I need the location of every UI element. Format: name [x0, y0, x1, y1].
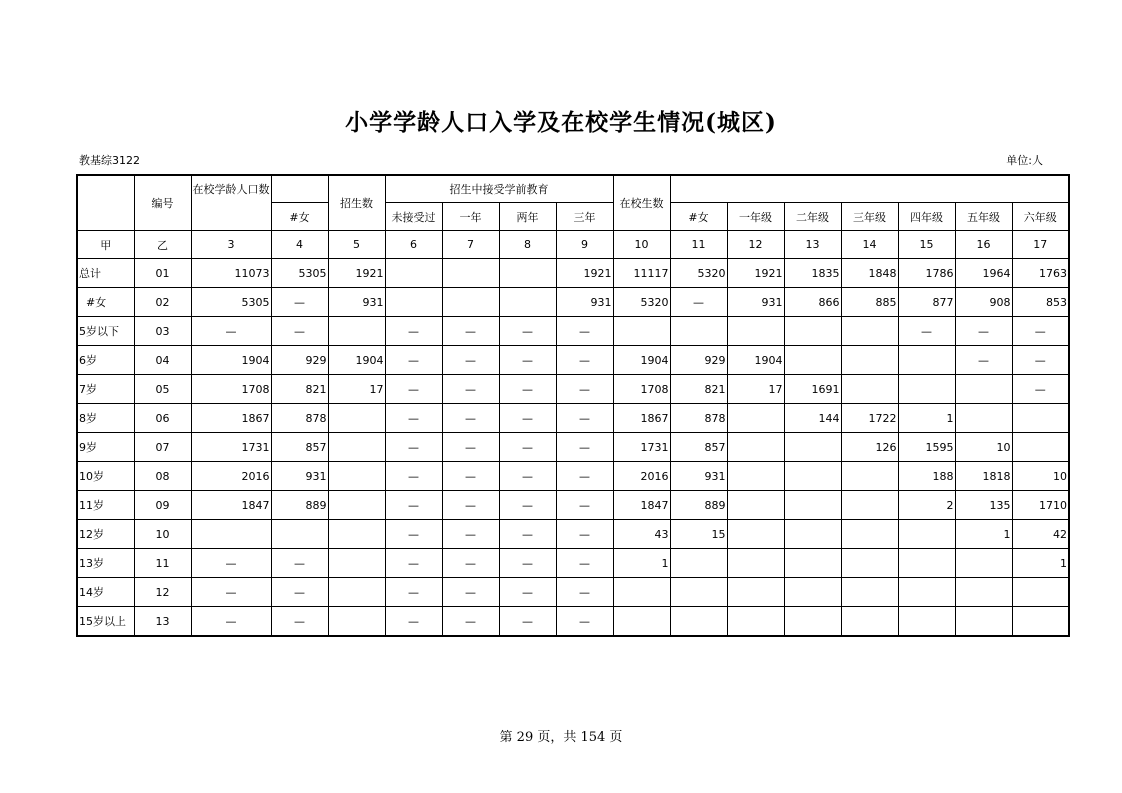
statistics-table: [76, 174, 1070, 637]
table-row: [77, 491, 1069, 520]
table-cell: [784, 520, 841, 549]
table-cell: [271, 520, 328, 549]
table-cell: —: [385, 491, 442, 520]
row-label: 11岁: [77, 491, 134, 520]
row-number: 11: [134, 549, 191, 578]
table-cell: 929: [271, 346, 328, 375]
table-cell: [955, 578, 1012, 607]
table-cell: —: [271, 317, 328, 346]
table-cell: [727, 549, 784, 578]
table-cell: [727, 462, 784, 491]
row-label: #女: [77, 288, 134, 317]
header-corner-cell: [77, 175, 134, 231]
index-cell: 10: [613, 231, 670, 259]
table-cell: —: [499, 549, 556, 578]
row-label: 15岁以上: [77, 607, 134, 637]
table-cell: 5305: [191, 288, 271, 317]
index-cell: 14: [841, 231, 898, 259]
table-cell: 857: [271, 433, 328, 462]
row-number: 05: [134, 375, 191, 404]
table-cell: 1: [898, 404, 955, 433]
table-row: [77, 520, 1069, 549]
table-cell: 17: [727, 375, 784, 404]
header-two-years: 两年: [499, 203, 556, 231]
row-number: 07: [134, 433, 191, 462]
table-cell: [841, 578, 898, 607]
table-cell: —: [499, 346, 556, 375]
table-cell: 1867: [191, 404, 271, 433]
table-cell: —: [556, 433, 613, 462]
table-cell: [784, 578, 841, 607]
table-cell: 1904: [191, 346, 271, 375]
header-female-2: #女: [670, 203, 727, 231]
table-cell: —: [556, 317, 613, 346]
table-cell: 5305: [271, 259, 328, 288]
table-cell: 1731: [613, 433, 670, 462]
table-cell: [898, 520, 955, 549]
table-cell: 878: [271, 404, 328, 433]
table-cell: 931: [727, 288, 784, 317]
header-female-1: #女: [271, 203, 328, 231]
header-preschool-group: 招生中接受学前教育: [385, 175, 613, 203]
table-cell: —: [191, 317, 271, 346]
page-footer: 第 29 页，共 154 页: [499, 730, 623, 745]
table-cell: 1847: [191, 491, 271, 520]
table-row: [77, 288, 1069, 317]
table-cell: 1708: [191, 375, 271, 404]
index-cell: 13: [784, 231, 841, 259]
table-cell: —: [898, 317, 955, 346]
table-cell: [898, 578, 955, 607]
row-label: 10岁: [77, 462, 134, 491]
table-cell: [328, 462, 385, 491]
table-cell: 11073: [191, 259, 271, 288]
table-row: [77, 433, 1069, 462]
table-cell: —: [499, 607, 556, 637]
table-cell: —: [442, 520, 499, 549]
table-cell: 15: [670, 520, 727, 549]
table-cell: [898, 375, 955, 404]
table-cell: [1012, 607, 1069, 637]
table-cell: 1691: [784, 375, 841, 404]
table-row: [77, 578, 1069, 607]
table-cell: [955, 549, 1012, 578]
table-cell: —: [442, 375, 499, 404]
table-cell: —: [1012, 375, 1069, 404]
header-grade-2: 二年级: [784, 203, 841, 231]
table-cell: —: [442, 607, 499, 637]
table-cell: 908: [955, 288, 1012, 317]
table-cell: 1710: [1012, 491, 1069, 520]
table-cell: 878: [670, 404, 727, 433]
table-cell: —: [556, 520, 613, 549]
table-cell: 1904: [328, 346, 385, 375]
index-cell: 8: [499, 231, 556, 259]
table-cell: [328, 317, 385, 346]
table-cell: —: [556, 404, 613, 433]
table-cell: —: [385, 317, 442, 346]
table-row: [77, 549, 1069, 578]
table-cell: —: [191, 607, 271, 637]
table-cell: [613, 607, 670, 637]
index-cell: 12: [727, 231, 784, 259]
table-cell: [727, 491, 784, 520]
table-cell: [784, 433, 841, 462]
table-cell: [898, 346, 955, 375]
index-row: [77, 231, 1069, 259]
table-cell: [670, 607, 727, 637]
table-cell: —: [385, 433, 442, 462]
header-row-1: [77, 175, 1069, 203]
table-cell: [727, 578, 784, 607]
table-cell: 821: [670, 375, 727, 404]
index-cell: 6: [385, 231, 442, 259]
header-grade-3: 三年级: [841, 203, 898, 231]
table-cell: —: [556, 549, 613, 578]
table-cell: 931: [670, 462, 727, 491]
table-cell: —: [442, 433, 499, 462]
header-grade-6: 六年级: [1012, 203, 1069, 231]
table-cell: —: [556, 462, 613, 491]
table-cell: —: [556, 375, 613, 404]
header-enrollment: 招生数: [328, 175, 385, 231]
header-grade-5: 五年级: [955, 203, 1012, 231]
table-cell: 10: [955, 433, 1012, 462]
header-grade-1: 一年级: [727, 203, 784, 231]
table-cell: —: [385, 375, 442, 404]
index-cell: 乙: [134, 231, 191, 259]
row-label: 9岁: [77, 433, 134, 462]
row-number: 04: [134, 346, 191, 375]
table-cell: [328, 491, 385, 520]
row-label: 13岁: [77, 549, 134, 578]
table-cell: [898, 549, 955, 578]
table-cell: 929: [670, 346, 727, 375]
table-cell: 857: [670, 433, 727, 462]
table-cell: [955, 607, 1012, 637]
table-cell: [841, 491, 898, 520]
table-cell: [328, 578, 385, 607]
table-cell: [442, 259, 499, 288]
table-cell: [784, 607, 841, 637]
index-cell: 11: [670, 231, 727, 259]
table-cell: 877: [898, 288, 955, 317]
row-label: 7岁: [77, 375, 134, 404]
table-cell: —: [385, 520, 442, 549]
table-cell: 5320: [670, 259, 727, 288]
table-cell: —: [271, 578, 328, 607]
table-cell: 931: [271, 462, 328, 491]
table-row: [77, 462, 1069, 491]
table-cell: 885: [841, 288, 898, 317]
table-cell: —: [271, 607, 328, 637]
table-cell: —: [556, 578, 613, 607]
row-number: 06: [134, 404, 191, 433]
table-cell: [784, 346, 841, 375]
table-cell: [841, 462, 898, 491]
table-cell: —: [499, 404, 556, 433]
row-number: 03: [134, 317, 191, 346]
table-cell: —: [556, 346, 613, 375]
header-empty-cell: [271, 175, 328, 203]
row-number: 13: [134, 607, 191, 637]
table-row: [77, 375, 1069, 404]
table-cell: 126: [841, 433, 898, 462]
table-cell: 1763: [1012, 259, 1069, 288]
table-cell: 2016: [613, 462, 670, 491]
table-cell: —: [499, 433, 556, 462]
table-cell: —: [499, 578, 556, 607]
header-one-year: 一年: [442, 203, 499, 231]
table-cell: 10: [1012, 462, 1069, 491]
row-label: 12岁: [77, 520, 134, 549]
table-cell: 821: [271, 375, 328, 404]
table-cell: [1012, 433, 1069, 462]
table-cell: [613, 317, 670, 346]
table-cell: 889: [271, 491, 328, 520]
page-title: 小学学龄人口入学及在校学生情况(城区): [345, 109, 777, 136]
table-cell: 1904: [727, 346, 784, 375]
table-cell: 2016: [191, 462, 271, 491]
table-cell: [841, 520, 898, 549]
table-cell: 1847: [613, 491, 670, 520]
table-cell: 17: [328, 375, 385, 404]
table-cell: [727, 404, 784, 433]
table-cell: [328, 520, 385, 549]
table-cell: 931: [328, 288, 385, 317]
table-cell: —: [442, 491, 499, 520]
row-number: 01: [134, 259, 191, 288]
table-row: [77, 404, 1069, 433]
table-cell: [955, 404, 1012, 433]
form-code: 教基综3122: [79, 154, 140, 167]
table-cell: —: [499, 375, 556, 404]
table-cell: —: [191, 549, 271, 578]
table-cell: 1818: [955, 462, 1012, 491]
index-cell: 3: [191, 231, 271, 259]
row-label: 总计: [77, 259, 134, 288]
table-cell: 135: [955, 491, 1012, 520]
row-number: 08: [134, 462, 191, 491]
index-cell: 甲: [77, 231, 134, 259]
table-cell: [841, 317, 898, 346]
table-cell: 1848: [841, 259, 898, 288]
row-number: 09: [134, 491, 191, 520]
row-number: 12: [134, 578, 191, 607]
table-cell: 1921: [727, 259, 784, 288]
unit-label: 单位:人: [1006, 154, 1043, 167]
table-cell: [328, 607, 385, 637]
table-row: [77, 317, 1069, 346]
table-cell: —: [271, 549, 328, 578]
table-cell: 1: [1012, 549, 1069, 578]
table-cell: —: [385, 346, 442, 375]
row-label: 14岁: [77, 578, 134, 607]
table-cell: —: [556, 607, 613, 637]
table-cell: 1921: [328, 259, 385, 288]
index-cell: 15: [898, 231, 955, 259]
index-cell: 4: [271, 231, 328, 259]
table-cell: 1722: [841, 404, 898, 433]
table-cell: [328, 404, 385, 433]
table-cell: [841, 607, 898, 637]
table-cell: 1867: [613, 404, 670, 433]
table-cell: [442, 288, 499, 317]
header-row-2: [77, 203, 1069, 231]
table-cell: [670, 578, 727, 607]
table-cell: [784, 491, 841, 520]
table-cell: 889: [670, 491, 727, 520]
table-cell: [955, 375, 1012, 404]
table-cell: 1595: [898, 433, 955, 462]
header-number: 编号: [134, 175, 191, 231]
table-cell: —: [385, 462, 442, 491]
table-cell: —: [670, 288, 727, 317]
table-cell: 931: [556, 288, 613, 317]
table-cell: 1: [613, 549, 670, 578]
table-cell: [1012, 578, 1069, 607]
table-cell: —: [385, 404, 442, 433]
table-cell: 866: [784, 288, 841, 317]
table-cell: 853: [1012, 288, 1069, 317]
table-cell: —: [1012, 317, 1069, 346]
row-label: 5岁以下: [77, 317, 134, 346]
header-grade-4: 四年级: [898, 203, 955, 231]
table-cell: —: [499, 491, 556, 520]
header-in-school: 在校生数: [613, 175, 670, 231]
table-cell: 1: [955, 520, 1012, 549]
table-cell: 11117: [613, 259, 670, 288]
table-cell: 1708: [613, 375, 670, 404]
table-cell: [499, 288, 556, 317]
table-cell: [727, 607, 784, 637]
row-number: 02: [134, 288, 191, 317]
index-cell: 17: [1012, 231, 1069, 259]
table-cell: —: [1012, 346, 1069, 375]
index-cell: 7: [442, 231, 499, 259]
table-cell: [1012, 404, 1069, 433]
index-cell: 9: [556, 231, 613, 259]
table-cell: [727, 433, 784, 462]
table-cell: —: [499, 462, 556, 491]
table-cell: [328, 549, 385, 578]
header-three-years: 三年: [556, 203, 613, 231]
table-cell: [841, 375, 898, 404]
table-cell: [670, 549, 727, 578]
row-label: 6岁: [77, 346, 134, 375]
table-cell: —: [499, 317, 556, 346]
table-cell: 1904: [613, 346, 670, 375]
table-cell: 188: [898, 462, 955, 491]
table-row: [77, 607, 1069, 637]
table-cell: 1786: [898, 259, 955, 288]
index-cell: 5: [328, 231, 385, 259]
table-cell: 43: [613, 520, 670, 549]
header-school-age-pop: 在校学龄人口数: [191, 175, 271, 203]
table-cell: —: [442, 462, 499, 491]
table-cell: 1835: [784, 259, 841, 288]
table-cell: 144: [784, 404, 841, 433]
table-cell: —: [442, 549, 499, 578]
table-cell: —: [191, 578, 271, 607]
table-cell: 1921: [556, 259, 613, 288]
table-cell: —: [955, 317, 1012, 346]
table-cell: [841, 549, 898, 578]
table-cell: [784, 549, 841, 578]
table-cell: —: [442, 404, 499, 433]
table-cell: 5320: [613, 288, 670, 317]
header-empty-cell: [191, 203, 271, 231]
header-empty-span: [670, 175, 1069, 203]
table-row: [77, 346, 1069, 375]
table-cell: [670, 317, 727, 346]
table-cell: —: [442, 317, 499, 346]
table-cell: [385, 259, 442, 288]
table-cell: 42: [1012, 520, 1069, 549]
table-cell: [898, 607, 955, 637]
header-not-received: 未接受过: [385, 203, 442, 231]
table-cell: 1731: [191, 433, 271, 462]
table-cell: [841, 346, 898, 375]
table-cell: [328, 433, 385, 462]
table-cell: —: [271, 288, 328, 317]
row-label: 8岁: [77, 404, 134, 433]
table-cell: [499, 259, 556, 288]
table-cell: —: [385, 607, 442, 637]
table-cell: —: [556, 491, 613, 520]
table-cell: 1964: [955, 259, 1012, 288]
table-cell: [784, 317, 841, 346]
table-cell: —: [955, 346, 1012, 375]
table-cell: [727, 520, 784, 549]
table-cell: [727, 317, 784, 346]
table-cell: —: [442, 346, 499, 375]
table-cell: —: [442, 578, 499, 607]
table-cell: [613, 578, 670, 607]
table-cell: [385, 288, 442, 317]
table-cell: —: [385, 549, 442, 578]
table-row: [77, 259, 1069, 288]
table-cell: [784, 462, 841, 491]
table-cell: 2: [898, 491, 955, 520]
table-cell: —: [499, 520, 556, 549]
table-cell: —: [385, 578, 442, 607]
table-cell: [191, 520, 271, 549]
index-cell: 16: [955, 231, 1012, 259]
row-number: 10: [134, 520, 191, 549]
